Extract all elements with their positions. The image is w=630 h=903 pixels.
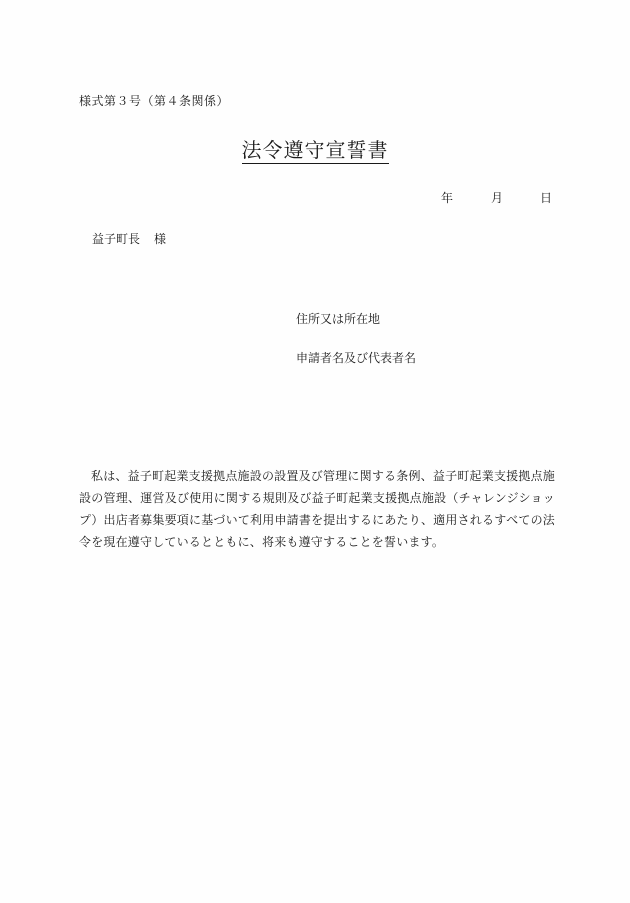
addressee xyxy=(92,230,166,247)
applicant-name-label: 申請者名及び代表者名 xyxy=(296,351,417,365)
document-title-text: 法令遵守宣誓書 xyxy=(241,138,389,162)
addressee-honorific: 様 xyxy=(154,232,167,246)
date-day-label: 日 xyxy=(540,191,553,205)
document-title xyxy=(0,134,630,163)
address-label: 住所又は所在地 xyxy=(296,312,381,326)
date-year-label: 年 xyxy=(441,191,454,205)
addressee-name: 益子町長 xyxy=(92,232,141,246)
form-number: 様式第３号（第４条関係） xyxy=(79,94,230,108)
date-month-label: 月 xyxy=(491,191,504,205)
declaration-paragraph: 私は、益子町起業支援拠点施設の設置及び管理に関する条例、益子町起業支援拠点施設の管理、運営及び使用に関する規則及び益子町起業支援拠点施設（チャレンジショップ）出店者募集要項に基づいて利用申請書を提出するにあたり、適用されるすべての法令を現在遵守しているとともに、将来も遵守することを誓います。 xyxy=(79,469,555,549)
